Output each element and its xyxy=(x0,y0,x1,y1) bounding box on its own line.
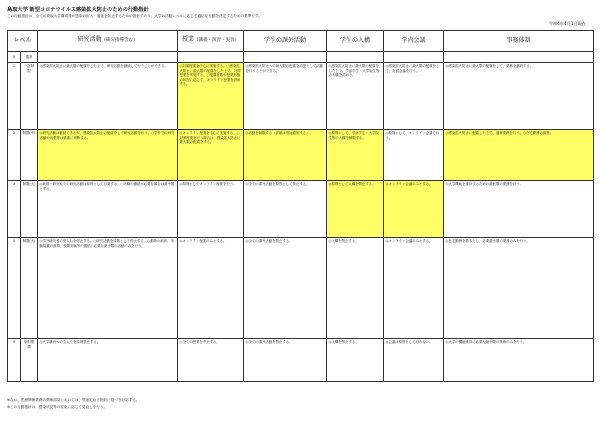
research-cell: ◎大学構内への立入りを原則禁止する。 xyxy=(38,339,178,382)
entry-cell: ◎入構を禁止する。 xyxy=(327,339,384,382)
admin-cell: ◎大学機能を維持するための最低限の業務を行う。 xyxy=(444,181,594,238)
header-extracurricular: 学生の課外活動 xyxy=(244,31,327,52)
meetings-cell: ◎感染拡大防止に最大限の配慮をして、対面会議を行う。 xyxy=(384,63,444,130)
level-stage: 制限(大) xyxy=(21,181,38,238)
meetings-cell: ◎オンライン会議のみとする。 xyxy=(384,181,444,238)
table-row xyxy=(8,238,594,339)
meetings-cell: ◎原則として、オンライン会議で行う。 xyxy=(384,130,444,181)
entry-cell: ◎感染拡大防止に最大限の配慮をした上で、学部学生・大学院生等の入構を認める。 xyxy=(327,63,384,130)
entry-cell: ◎原則として、学部学生・大学院生等の入構を制限する。 xyxy=(327,130,384,181)
date-stamp: 令和4年4月1日現在 xyxy=(548,21,586,26)
table-header-row xyxy=(8,31,594,52)
header-research-sub: （研究指導含む） xyxy=(101,38,138,44)
extracurricular-cell: ◎全ての課外活動を原則として禁止する。 xyxy=(244,181,327,238)
page-title: 鳥取大学 新型コロナウイルス感染拡大防止のための行動指針 xyxy=(7,7,149,13)
header-admin: 事務体制 xyxy=(444,31,594,52)
header-classes-sub: （講義・演習・実習） xyxy=(194,38,240,44)
extracurricular-cell: ◎感染拡大防止への最大限の配慮を前提として活動を行うことができる。 xyxy=(244,63,327,130)
level-stage: 原則閉鎖 xyxy=(21,339,38,382)
meetings-cell: ◎オンライン会議のみとする。 xyxy=(384,238,444,339)
table-row xyxy=(8,181,594,238)
classes-cell: ◎オンライン授業のみとする。 xyxy=(178,238,244,339)
table-row xyxy=(8,63,594,130)
header-entry: 学生の入構 xyxy=(327,31,384,52)
research-cell xyxy=(38,52,178,63)
table-row xyxy=(8,339,594,382)
extracurricular-cell: ◎全ての課外活動を禁止する。 xyxy=(244,238,327,339)
admin-cell: ◎感染拡大防止に配慮した上で、通常業務を行う。○在宅勤務の推進。 xyxy=(444,130,594,181)
table-row xyxy=(8,130,594,181)
entry-cell xyxy=(327,52,384,63)
admin-cell: ◎感染拡大防止に最大限の配慮をして、業務を継続する。 xyxy=(444,63,594,130)
classes-cell: ◎オンライン授業を中心に実施する。○対面授業を行う場合は、感染拡大防止に最大限の配慮をする。 xyxy=(178,130,244,181)
admin-cell: ◎在宅勤務を基本とし、必要最小限の業務のみを行う。 xyxy=(444,238,594,339)
level-number: 1 xyxy=(8,63,21,130)
entry-cell: ◎入構を禁止する。 xyxy=(327,238,384,339)
header-meetings: 学内会議 xyxy=(384,31,444,52)
level-stage: 制限(大) xyxy=(21,238,38,339)
research-cell: ◎研究活動は継続できるが、感染拡大防止の配慮をして研究活動を行う。○学外での研究活動や出張等は慎重に判断する。 xyxy=(38,130,178,181)
classes-cell xyxy=(178,52,244,63)
admin-cell: ◎大学の機能維持に必要な最小限の業務のみを行う。 xyxy=(444,339,594,382)
extracurricular-cell: ◎全ての課外活動を禁止する。 xyxy=(244,339,327,382)
research-cell: ◎新規・研究室での研究活動は原則として自粛する。○実験の継続が必要な場合は最小限とする。 xyxy=(38,181,178,238)
level-number: 3 xyxy=(8,181,21,238)
header-classes xyxy=(178,31,244,52)
level-stage: 一部制限 xyxy=(21,63,38,130)
table-row xyxy=(8,52,594,63)
intro-text: この行動指針は、全ての鳥取大学構成員が感染の拡大・蔓延を防止するための指針であり、大学の活動レベルに応じて適切な行動を決定するための基準です。 xyxy=(7,14,262,18)
meetings-cell: ◎会議は原則として行わない。 xyxy=(384,339,444,382)
level-number: 5 xyxy=(8,339,21,382)
level-number: 4 xyxy=(8,238,21,339)
meetings-cell xyxy=(384,52,444,63)
guideline-table xyxy=(7,30,594,382)
footnote: ※この行動指針は、感染状況等の変化に応じて見直しを行う。 xyxy=(7,404,108,409)
level-number: 0 xyxy=(8,52,21,63)
footnotes xyxy=(7,397,593,410)
level-stage: 制限(中) xyxy=(21,130,38,181)
research-cell: ◎学外研究者の受入れを停止する。○研究活動を原則として停止する。○動物の飼育、実験装置の維持、長期実験等の継続に必要な最小限の活動のみを行う。 xyxy=(38,238,178,339)
header-classes-label: 授業 xyxy=(182,36,195,44)
research-cell: ◎感染拡大防止に最大限の配慮をした上で、研究活動を継続して行うことができる。 xyxy=(38,63,178,130)
extracurricular-cell: ◎活動を制限する（詳細は別途通知する）。 xyxy=(244,130,327,181)
footnote: ※なお、医療関係業務の関係部局においては、別途定める指針に基づき対応する。 xyxy=(7,398,140,402)
level-stage: 通常 xyxy=(21,52,38,63)
admin-cell xyxy=(444,52,594,63)
header-level: レベル xyxy=(8,31,38,52)
header-research-label: 研究活動 xyxy=(77,36,102,44)
classes-cell: ◎原則としてオンライン授業を行う。 xyxy=(178,181,244,238)
classes-cell: ◎全ての授業を中止する。 xyxy=(178,339,244,382)
header-research xyxy=(38,31,178,52)
extracurricular-cell xyxy=(244,52,327,63)
entry-cell: ◎原則として入構を禁止する。 xyxy=(327,181,384,238)
classes-cell: ◎対面授業を中心に実施する。○感染拡大防止に最大限の配慮をした上で、対面授業を実施する。○受講者数や授業形態の状況に応じて、オンライン授業を併用する。 xyxy=(178,63,244,130)
level-number: 2 xyxy=(8,130,21,181)
